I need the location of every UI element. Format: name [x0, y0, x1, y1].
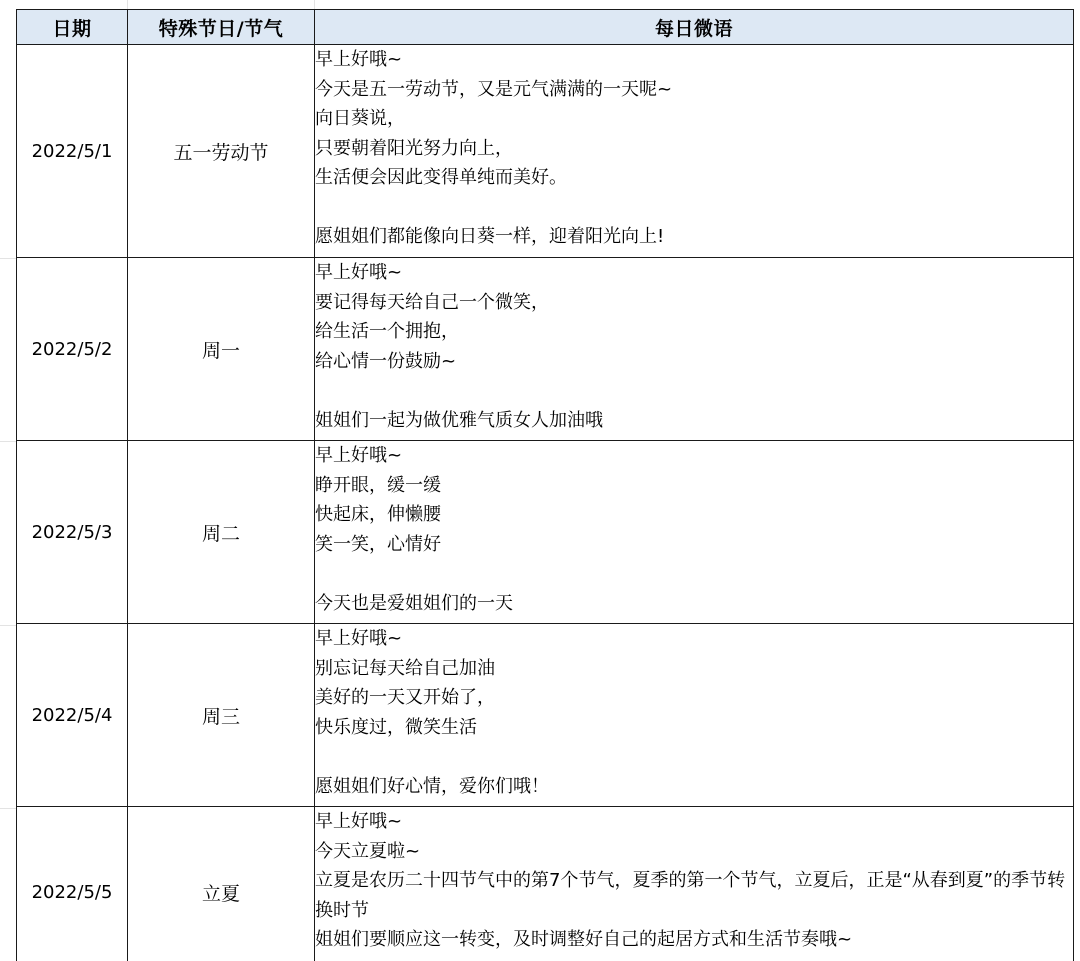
message-cell[interactable] [315, 624, 1074, 807]
message-line [315, 742, 1073, 772]
message-line: 美好的一天又开始了， [315, 687, 495, 708]
message-line: 立夏是农历二十四节气中的第7个节气，夏季的第一个节气，立夏后，正是“从春到夏”的季节转换时节 [315, 870, 1066, 921]
message-cell[interactable] [315, 441, 1074, 624]
message-line: 笑一笑，心情好 [315, 533, 441, 555]
header-row [17, 10, 1074, 45]
table-row [17, 258, 1074, 441]
message-line: 早上好哦~ [315, 628, 403, 649]
header-date-cell[interactable]: 日期 [17, 10, 128, 45]
message-line: 今天也是爱姐姐们的一天 [315, 592, 513, 614]
message-line: 愿姐姐们都能像向日葵一样，迎着阳光向上! [315, 226, 665, 247]
table-row [17, 441, 1074, 624]
message-line: 生活便会因此变得单纯而美好。 [315, 167, 567, 188]
message-cell[interactable] [315, 258, 1074, 441]
message-line: 给心情一份鼓励~ [315, 350, 457, 372]
festival-cell[interactable]: 立夏 [128, 807, 315, 961]
row-gridline [0, 625, 16, 626]
message-line: 姐姐们要顺应这一转变，及时调整好自己的起居方式和生活节奏哦~ [315, 929, 853, 950]
message-line: 睁开眼，缓一缓 [315, 474, 441, 496]
date-cell[interactable]: 2022/5/5 [17, 807, 128, 961]
message-line: 只要朝着阳光努力向上， [315, 137, 513, 159]
message-line [315, 559, 1073, 589]
message-line: 姐姐们一起为做优雅气质女人加油哦 [315, 409, 603, 431]
date-cell[interactable]: 2022/5/3 [17, 441, 128, 624]
message-line: 今天是五一劳动节，又是元气满满的一天呢~ [315, 78, 673, 100]
festival-cell[interactable]: 周一 [128, 258, 315, 441]
message-cell[interactable] [315, 45, 1074, 258]
message-line: 早上好哦~ [315, 262, 403, 283]
date-cell[interactable]: 2022/5/1 [17, 45, 128, 258]
table-row [17, 807, 1074, 961]
date-cell[interactable]: 2022/5/4 [17, 624, 128, 807]
message-line: 早上好哦~ [315, 445, 403, 466]
festival-cell[interactable]: 五一劳动节 [128, 45, 315, 258]
daily-message-table [16, 9, 1074, 961]
table-row [17, 624, 1074, 807]
message-line: 今天立夏啦~ [315, 840, 421, 862]
message-line: 别忘记每天给自己加油 [315, 657, 495, 679]
message-line: 愿姐姐们好心情，爱你们哦！ [315, 775, 549, 797]
message-line: 早上好哦~ [315, 49, 403, 70]
message-cell[interactable] [315, 807, 1074, 961]
festival-cell[interactable]: 周三 [128, 624, 315, 807]
message-line: 给生活一个拥抱， [315, 321, 459, 342]
message-line: 向日葵说， [315, 108, 405, 129]
row-gridline [0, 441, 16, 442]
header-festival-cell[interactable]: 特殊节日/节气 [128, 10, 315, 45]
header-message-cell[interactable]: 每日微语 [315, 10, 1074, 45]
table-body [17, 45, 1074, 961]
message-line: 快乐度过，微笑生活 [315, 716, 477, 738]
row-gridline [0, 258, 16, 259]
message-line: 早上好哦~ [315, 811, 403, 832]
message-line [315, 193, 1073, 223]
date-cell[interactable]: 2022/5/2 [17, 258, 128, 441]
message-line: 要记得每天给自己一个微笑， [315, 291, 549, 313]
row-gridline [0, 808, 16, 809]
message-line: 快起床，伸懒腰 [315, 504, 441, 525]
table-row [17, 45, 1074, 258]
festival-cell[interactable]: 周二 [128, 441, 315, 624]
message-line [315, 376, 1073, 406]
